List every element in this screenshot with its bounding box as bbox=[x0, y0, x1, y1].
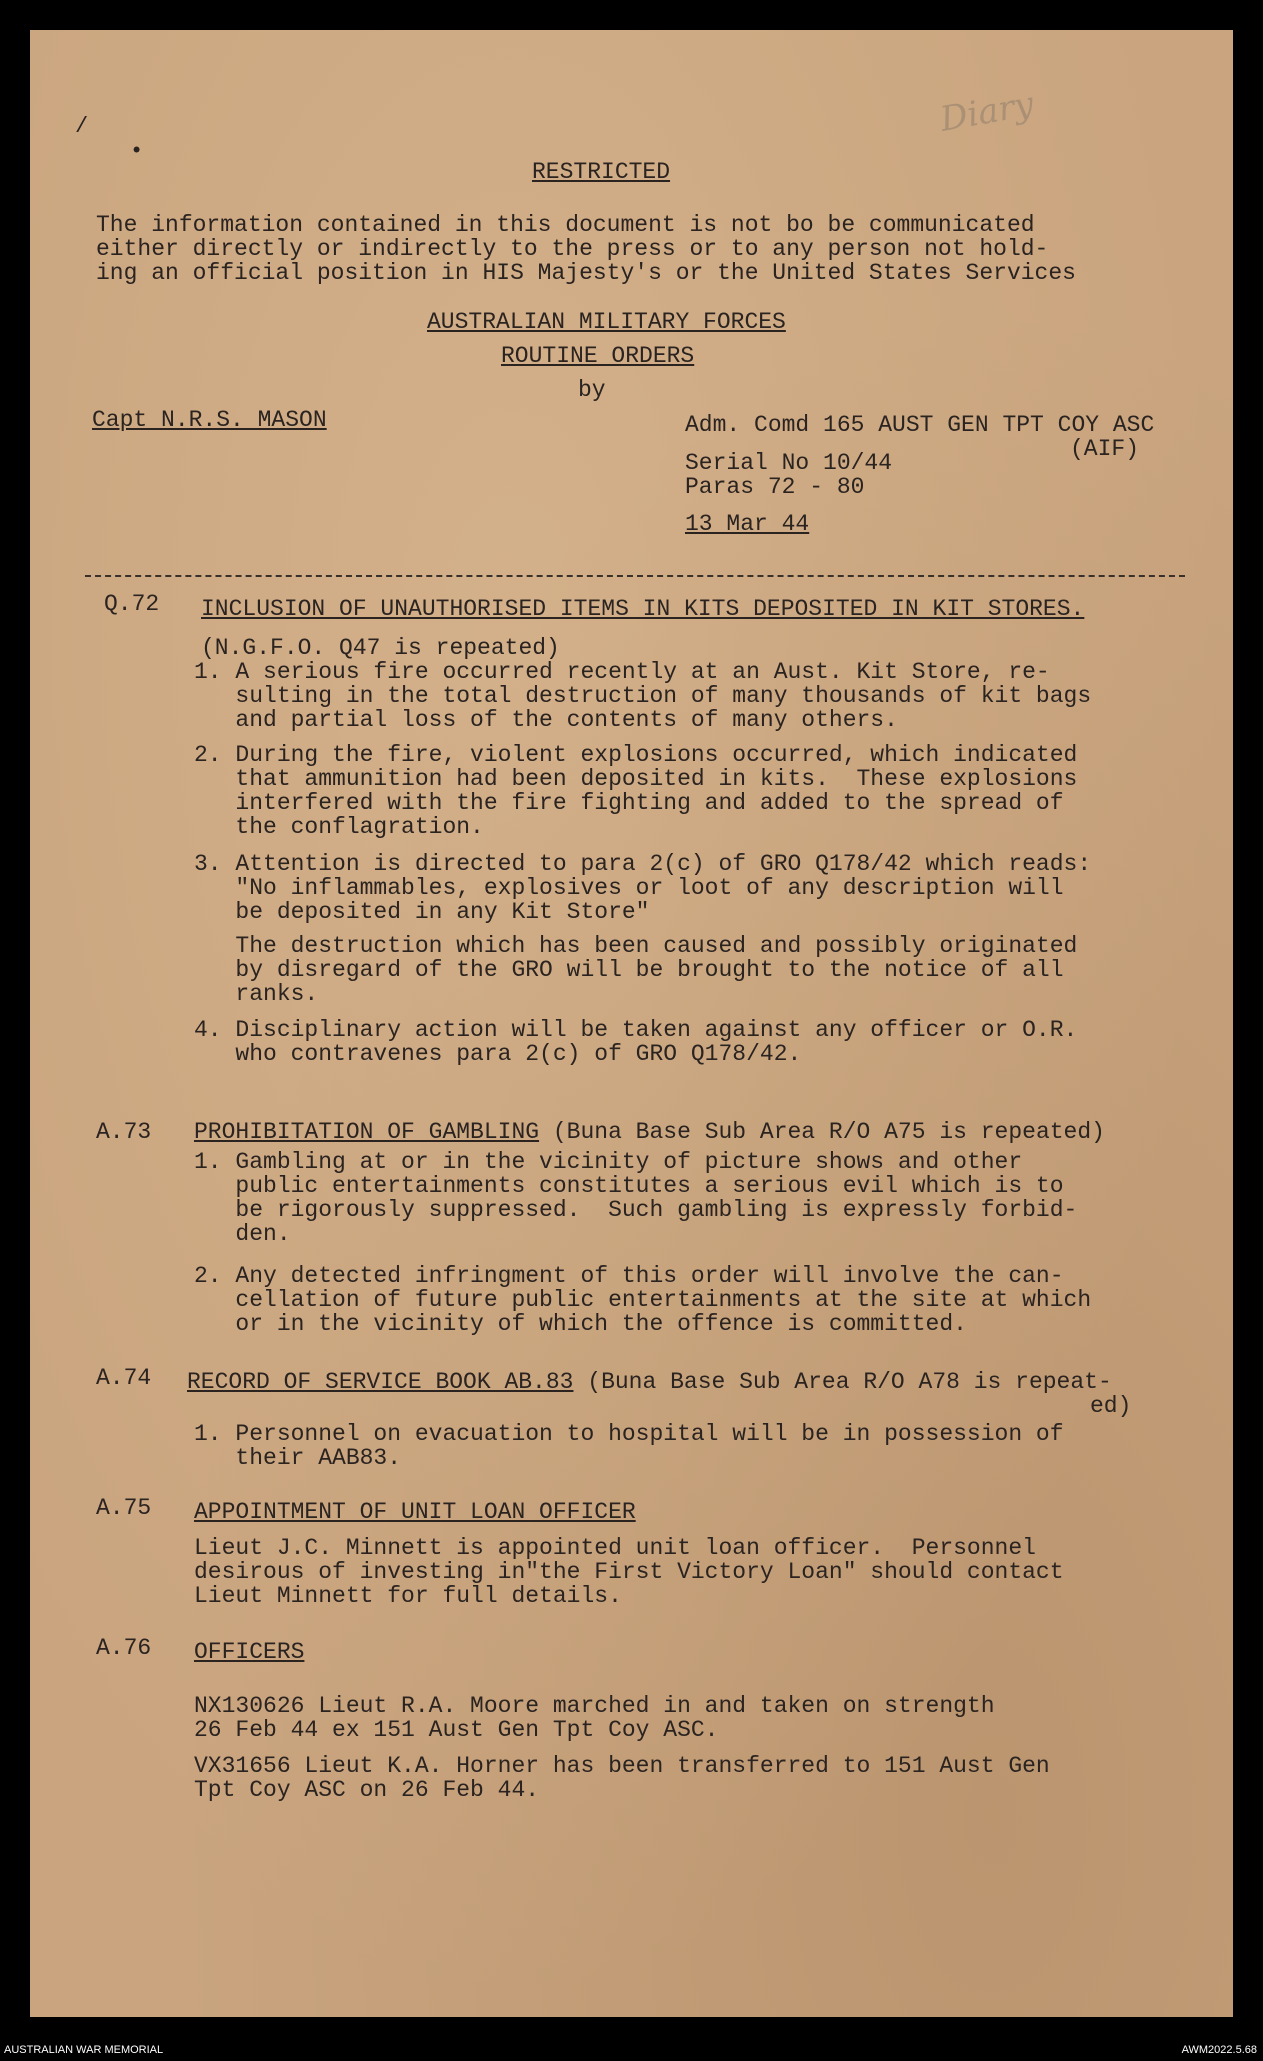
order-line: 2. Any detected infringment of this order will involve the can- bbox=[194, 1263, 1064, 1289]
order-line: 3. Attention is directed to para 2(c) of GRO Q178/42 which reads: bbox=[194, 851, 1092, 877]
notice-line: ing an official position in HIS Majesty's or the United States Services bbox=[96, 260, 1076, 286]
order-line: 1. Gambling at or in the vicinity of picture shows and other bbox=[194, 1149, 1023, 1175]
paras-range: Paras 72 - 80 bbox=[685, 474, 865, 500]
officer-name: Capt N.R.S. MASON bbox=[92, 407, 327, 433]
order-line: 1. Personnel on evacuation to hospital will be in possession of bbox=[194, 1421, 1064, 1447]
order-line: and partial loss of the contents of many others. bbox=[194, 707, 898, 733]
order-line: be deposited in any Kit Store" bbox=[194, 899, 650, 925]
order-line: the conflagration. bbox=[194, 814, 484, 840]
order-line: be rigorously suppressed. Such gambling is expressly forbid- bbox=[194, 1197, 1078, 1223]
order-line: Lieut Minnett for full details. bbox=[194, 1583, 622, 1609]
order-line: 2. During the fire, violent explosions occurred, which indicated bbox=[194, 742, 1078, 768]
notice-line: The information contained in this document is not bo be communicated bbox=[96, 212, 1035, 238]
order-title: APPOINTMENT OF UNIT LOAN OFFICER bbox=[194, 1499, 636, 1525]
order-line: desirous of investing in"the First Victory Loan" should contact bbox=[194, 1559, 1064, 1585]
order-number: A.75 bbox=[96, 1495, 152, 1521]
order-title: PROHIBITATION OF GAMBLING bbox=[194, 1119, 540, 1145]
order-line: by disregard of the GRO will be brought to the notice of all bbox=[194, 957, 1064, 983]
adm-comd: Adm. Comd 165 AUST GEN TPT COY ASC bbox=[685, 412, 1155, 438]
order-line: interfered with the fire fighting and added to the spread of bbox=[194, 790, 1064, 816]
serial-number: Serial No 10/44 bbox=[685, 450, 893, 476]
order-line: (N.G.F.O. Q47 is repeated) bbox=[201, 635, 560, 661]
order-number: A.73 bbox=[96, 1119, 152, 1145]
punch-mark: • bbox=[130, 139, 144, 164]
order-heading-line bbox=[194, 1120, 1105, 1144]
footer-credit: AUSTRALIAN WAR MEMORIAL bbox=[4, 2044, 164, 2056]
order-line: or in the vicinity of which the offence is committed. bbox=[194, 1311, 967, 1337]
order-line: public entertainments constitutes a serious evil which is to bbox=[194, 1173, 1064, 1199]
order-title-suffix: ed) bbox=[1090, 1393, 1132, 1419]
order-title: OFFICERS bbox=[194, 1639, 305, 1665]
order-title: INCLUSION OF UNAUTHORISED ITEMS IN KITS DEPOSITED IN KIT STORES. bbox=[201, 596, 1085, 622]
order-line: sulting in the total destruction of many thousands of kit bags bbox=[194, 683, 1092, 709]
order-line: Lieut J.C. Minnett is appointed unit loan officer. Personnel bbox=[194, 1535, 1036, 1561]
order-title-suffix: (Buna Base Sub Area R/O A75 is repeated) bbox=[539, 1119, 1105, 1145]
order-line: VX31656 Lieut K.A. Horner has been transferred to 151 Aust Gen bbox=[194, 1753, 1050, 1779]
title-routine-orders: ROUTINE ORDERS bbox=[501, 343, 695, 369]
order-line: The destruction which has been caused and possibly originated bbox=[194, 933, 1078, 959]
order-line: 1. A serious fire occurred recently at an Aust. Kit Store, re- bbox=[194, 659, 1050, 685]
aif-label: (AIF) bbox=[1070, 436, 1140, 462]
divider-line bbox=[85, 575, 1185, 577]
order-line: 4. Disciplinary action will be taken against any officer or O.R. bbox=[194, 1017, 1078, 1043]
order-title-suffix: (Buna Base Sub Area R/O A78 is repeat- bbox=[573, 1369, 1112, 1395]
restricted-heading: RESTRICTED bbox=[532, 159, 671, 185]
order-date: 13 Mar 44 bbox=[685, 511, 810, 537]
footer-accession: AWM2022.5.68 bbox=[1181, 2044, 1257, 2056]
title-by: by bbox=[578, 377, 606, 403]
pencil-annotation: Diary bbox=[937, 84, 1037, 140]
order-line: NX130626 Lieut R.A. Moore marched in and taken on strength bbox=[194, 1693, 995, 1719]
notice-line: either directly or indirectly to the press or to any person not hold- bbox=[96, 236, 1049, 262]
order-line: who contravenes para 2(c) of GRO Q178/42. bbox=[194, 1041, 802, 1067]
order-number: A.74 bbox=[96, 1365, 152, 1391]
order-heading-line bbox=[187, 1370, 1112, 1394]
order-line: "No inflammables, explosives or loot of any description will bbox=[194, 875, 1064, 901]
order-number: A.76 bbox=[96, 1635, 152, 1661]
order-line: cellation of future public entertainments at the site at which bbox=[194, 1287, 1092, 1313]
punch-mark: / bbox=[75, 114, 89, 139]
order-line: their AAB83. bbox=[194, 1445, 402, 1471]
order-number: Q.72 bbox=[104, 591, 160, 617]
order-line: Tpt Coy ASC on 26 Feb 44. bbox=[194, 1777, 540, 1803]
order-line: 26 Feb 44 ex 151 Aust Gen Tpt Coy ASC. bbox=[194, 1717, 719, 1743]
order-line: ranks. bbox=[194, 981, 319, 1007]
document-page bbox=[30, 30, 1233, 2017]
order-line: that ammunition had been deposited in kits. These explosions bbox=[194, 766, 1078, 792]
order-line: den. bbox=[194, 1221, 291, 1247]
order-title: RECORD OF SERVICE BOOK AB.83 bbox=[187, 1369, 574, 1395]
title-military-forces: AUSTRALIAN MILITARY FORCES bbox=[427, 309, 786, 335]
